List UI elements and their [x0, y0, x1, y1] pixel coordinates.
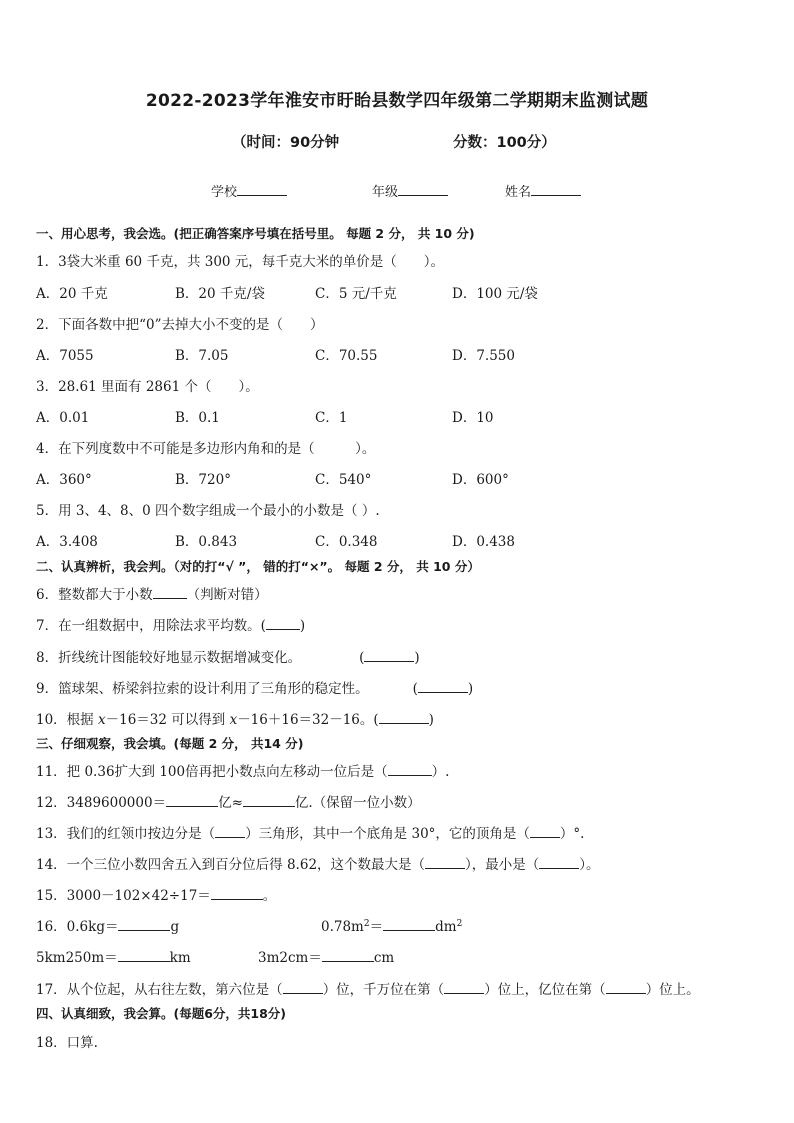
- question-3-stem: 3．28.61 里面有 2861 个（ ）。: [36, 379, 259, 395]
- question-5-option-d[interactable]: D．0.438: [452, 534, 515, 550]
- question-5-stem: 5．用 3、4、8、0 四个数字组成一个最小的小数是（ ）.: [36, 503, 380, 519]
- question-15-blank[interactable]: [211, 885, 263, 900]
- question-7-close: ): [299, 618, 306, 634]
- question-15-suffix: 。: [262, 888, 277, 904]
- question-12-blank-1[interactable]: [166, 792, 218, 807]
- question-12: [36, 791, 421, 811]
- school-blank[interactable]: [237, 181, 287, 196]
- question-16-text-km: 5km250m＝: [36, 950, 118, 966]
- question-17-blank-3[interactable]: [606, 979, 646, 994]
- question-10-text-a: 10．根据: [36, 712, 98, 728]
- question-10-var-x-2: x: [229, 712, 238, 728]
- grade-blank[interactable]: [398, 181, 448, 196]
- question-3-option-c[interactable]: C．1: [315, 410, 348, 426]
- question-8-blank[interactable]: [364, 647, 414, 662]
- question-10-blank[interactable]: [379, 709, 429, 724]
- question-6: [36, 583, 268, 603]
- question-17-text: 17．从个位起，从右往左数，第六位是（: [36, 982, 283, 998]
- question-12-mid: 亿≈: [218, 795, 243, 811]
- name-blank[interactable]: [531, 181, 581, 196]
- exam-score: 分数：100分）: [453, 135, 556, 151]
- question-16-unit-g: g: [170, 919, 180, 935]
- question-16-exp-2: 2: [456, 919, 463, 929]
- question-7: [36, 614, 305, 634]
- question-9-open: (: [412, 681, 418, 697]
- question-2-option-b[interactable]: B．7.05: [175, 348, 229, 364]
- question-15-text: 15．3000－102×42÷17＝: [36, 888, 211, 904]
- question-16-part-2: [321, 915, 462, 935]
- question-14-mid: ），最小是（: [465, 857, 540, 873]
- question-12-blank-2[interactable]: [243, 792, 295, 807]
- question-11: [36, 760, 449, 780]
- question-15: [36, 884, 276, 904]
- question-14-suffix: ）。: [579, 857, 600, 873]
- question-13-text: 13．我们的红领巾按边分是（: [36, 826, 216, 842]
- question-5-option-c[interactable]: C．0.348: [315, 534, 378, 550]
- question-7-blank[interactable]: [266, 615, 300, 630]
- question-8: [36, 646, 420, 666]
- question-1-option-b[interactable]: B．20 千克/袋: [175, 286, 265, 302]
- question-4-stem: 4．在下列度数中不可能是多边形内角和的是（ ）。: [36, 441, 376, 457]
- question-8-close: ): [414, 650, 420, 666]
- question-2-option-d[interactable]: D．7.550: [452, 348, 515, 364]
- school-label: 学校: [211, 185, 238, 200]
- question-17-blank-1[interactable]: [283, 979, 323, 994]
- question-6-blank[interactable]: [153, 584, 187, 599]
- question-1-stem: 1．3袋大米重 60 千克，共 300 元，每千克大米的单价是（ ）。: [36, 254, 445, 270]
- question-6-suffix: （判断对错）: [186, 587, 268, 603]
- section-1-heading: 一、用心思考，我会选。(把正确答案序号填在括号里。 每题 2 分， 共 10 分): [36, 226, 475, 241]
- question-17-suffix: ）位上。: [645, 982, 700, 998]
- question-10-var-x: x: [97, 712, 106, 728]
- question-16-unit-dm: dm: [435, 919, 457, 935]
- question-9-text: 9．篮球架、桥梁斜拉索的设计利用了三角形的稳定性。: [36, 681, 369, 697]
- page-title: 2022-2023学年淮安市盱眙县数学四年级第二学期期末监测试题: [145, 91, 649, 111]
- question-10-close: ): [428, 712, 434, 728]
- question-14: [36, 853, 600, 873]
- question-1-option-d[interactable]: D．100 元/袋: [452, 286, 538, 302]
- section-2-heading: 二、认真辨析，我会判。（对的打“√ ”， 错的打“×”。 每题 2 分， 共 10 分）: [36, 559, 480, 574]
- question-13-suffix: ）°.: [559, 826, 585, 842]
- question-16-unit-km: km: [169, 950, 191, 966]
- question-16-text-cm: 3m2cm＝: [258, 950, 322, 966]
- name-label: 姓名: [505, 185, 532, 200]
- question-12-suffix: 亿.（保留一位小数）: [294, 795, 421, 811]
- question-4-option-b[interactable]: B．720°: [175, 472, 231, 488]
- section-3-heading: 三、仔细观察，我会填。(每题 2 分， 共14 分): [36, 736, 304, 751]
- question-13: [36, 822, 584, 842]
- question-11-close: ）.: [431, 764, 450, 780]
- question-16-unit-cm: cm: [373, 950, 395, 966]
- question-16-part-4: [258, 946, 394, 966]
- name-field: [505, 181, 581, 200]
- question-4-option-c[interactable]: C．540°: [315, 472, 372, 488]
- question-10-text-e: －16＋16＝32－16。(: [237, 712, 379, 728]
- question-9-close: ): [467, 681, 474, 697]
- question-4-option-d[interactable]: D．600°: [452, 472, 509, 488]
- question-8-open: (: [359, 650, 365, 666]
- question-3-option-a[interactable]: A．0.01: [36, 410, 90, 426]
- question-10-text-c: －16＝32 可以得到: [105, 712, 230, 728]
- question-16-text-c: 0.78m: [321, 919, 364, 935]
- question-14-text: 14．一个三位小数四舍五入到百分位后得 8.62，这个数最大是（: [36, 857, 426, 873]
- question-17-mid-2: ）位上，亿位在第（: [484, 982, 606, 998]
- question-11-text: 11．把 0.36扩大到 100倍再把小数点向左移动一位后是（: [36, 764, 388, 780]
- question-2-option-a[interactable]: A．7055: [36, 348, 94, 364]
- question-5-option-b[interactable]: B．0.843: [175, 534, 238, 550]
- question-9-blank[interactable]: [418, 678, 468, 693]
- grade-label: 年级: [372, 185, 399, 200]
- question-4-option-a[interactable]: A．360°: [36, 472, 92, 488]
- question-11-blank[interactable]: [388, 761, 432, 776]
- question-1-option-c[interactable]: C．5 元/千克: [315, 286, 397, 302]
- exam-time: （时间：90分钟: [232, 135, 340, 151]
- question-16-blank-1[interactable]: [118, 916, 170, 931]
- question-6-text: 6．整数都大于小数: [36, 587, 153, 603]
- question-1-option-a[interactable]: A．20 千克: [36, 286, 108, 302]
- question-13-mid: ）三角形，其中一个底角是 30°，它的顶角是（: [245, 826, 530, 842]
- question-16-blank-2[interactable]: [383, 916, 435, 931]
- question-18: 18．口算.: [36, 1035, 98, 1051]
- question-14-blank-1[interactable]: [425, 854, 465, 869]
- section-4-heading: 四、认真细致，我会算。(每题6分，共18分): [36, 1006, 287, 1021]
- school-field: [211, 181, 287, 200]
- question-16-blank-4[interactable]: [322, 947, 374, 962]
- question-16-blank-3[interactable]: [118, 947, 170, 962]
- question-13-blank-1[interactable]: [215, 823, 245, 838]
- question-17-blank-2[interactable]: [444, 979, 484, 994]
- question-5-option-a[interactable]: A．3.408: [36, 534, 98, 550]
- question-16-equals: ＝: [369, 919, 384, 935]
- question-12-text: 12．3489600000＝: [36, 795, 167, 811]
- question-16-part-3: [36, 946, 191, 966]
- question-16-part-1: [36, 915, 179, 935]
- question-10: [36, 708, 434, 728]
- question-16-exp-1: 2: [363, 919, 370, 929]
- question-14-blank-2[interactable]: [539, 854, 579, 869]
- question-9: [36, 677, 473, 697]
- question-2-option-c[interactable]: C．70.55: [315, 348, 378, 364]
- question-3-option-d[interactable]: D．10: [452, 410, 494, 426]
- question-3-option-b[interactable]: B．0.1: [175, 410, 220, 426]
- grade-field: [372, 181, 448, 200]
- question-13-blank-2[interactable]: [530, 823, 560, 838]
- question-8-text: 8．折线统计图能较好地显示数据增减变化。: [36, 650, 302, 666]
- question-17-mid-1: ）位，千万位在第（: [322, 982, 445, 998]
- question-7-text: 7．在一组数据中，用除法求平均数。(: [36, 618, 266, 634]
- question-17: [36, 978, 700, 998]
- question-16-text-a: 16．0.6kg＝: [36, 919, 119, 935]
- question-2-stem: 2．下面各数中把“0”去掉大小不变的是（ ）: [36, 317, 324, 333]
